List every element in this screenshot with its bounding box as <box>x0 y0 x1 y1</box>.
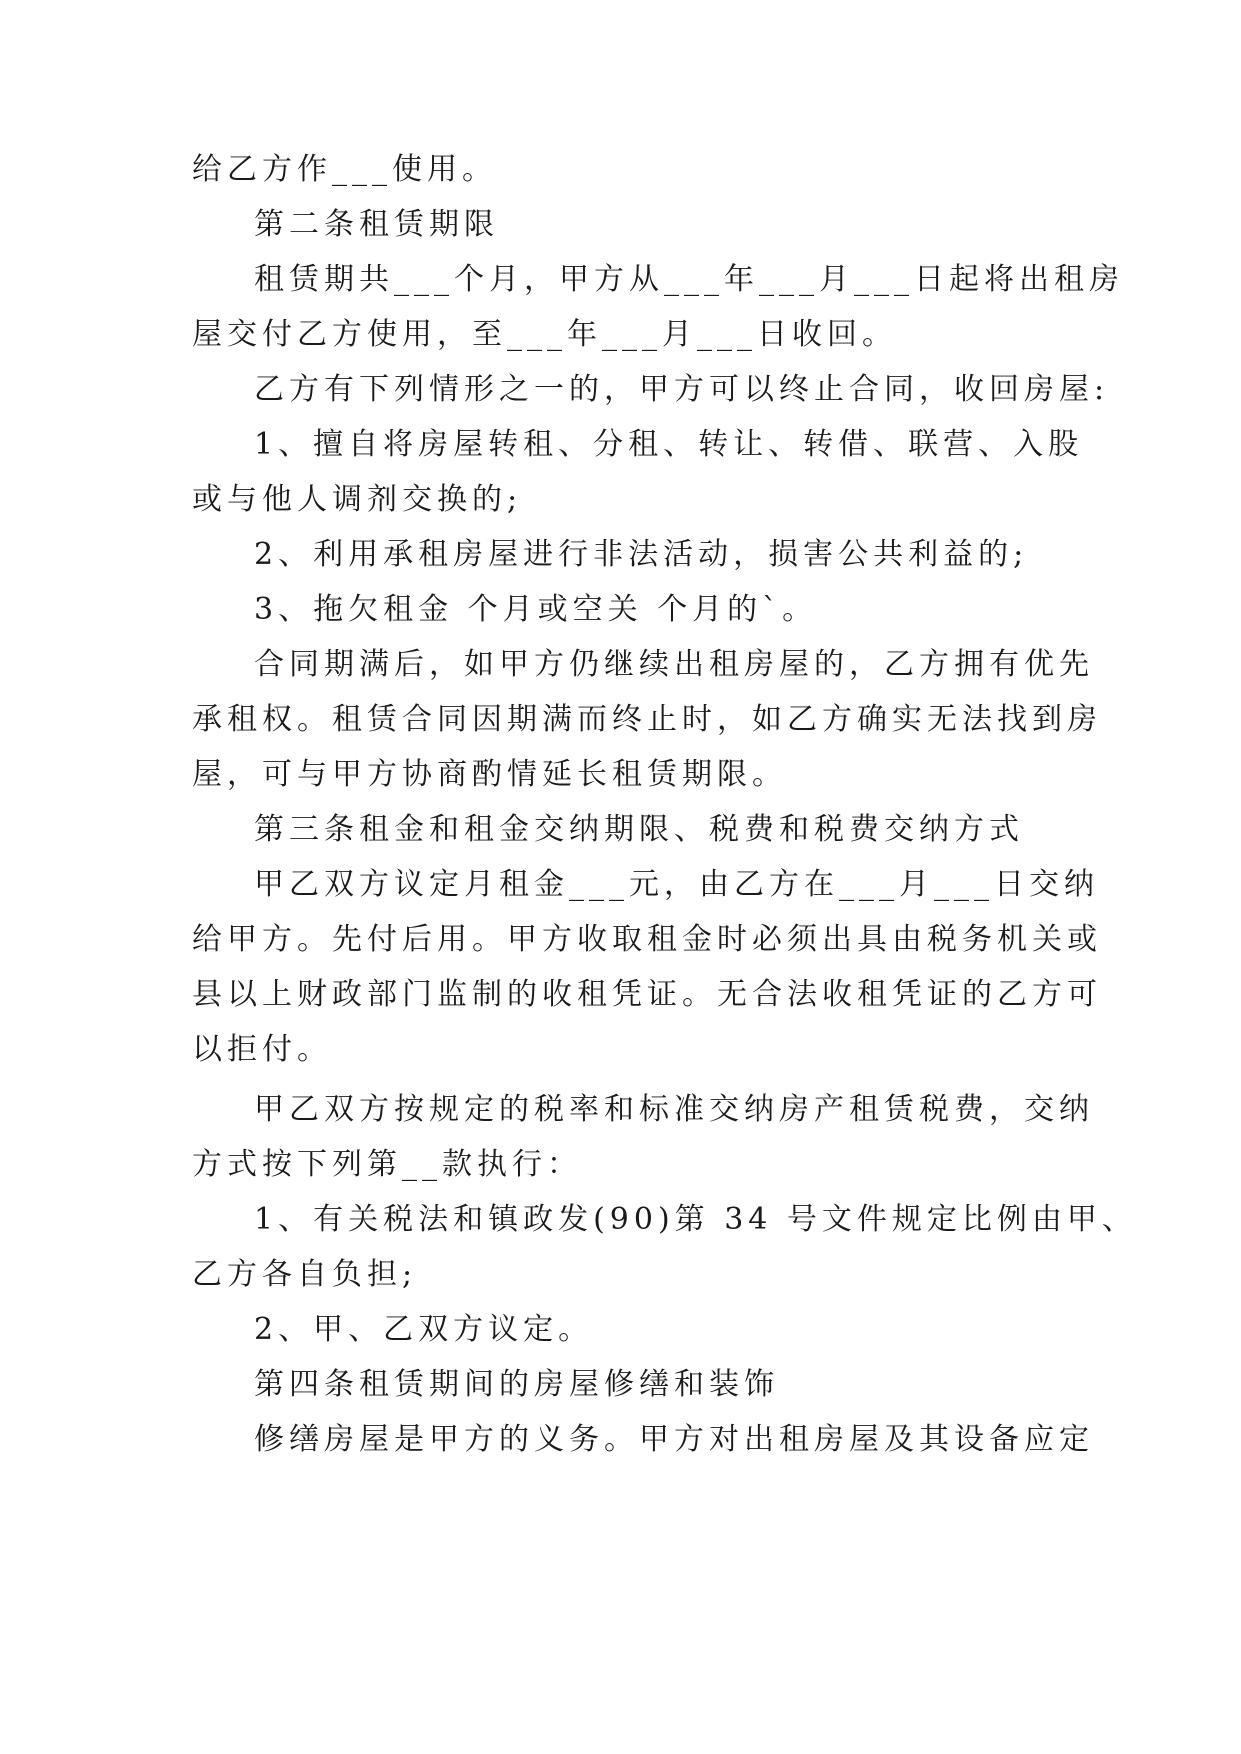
text-line: 或与他人调剂交换的; <box>192 482 523 517</box>
text-line: 1、有关税法和镇政发(90)第 34 号文件规定比例由甲、 <box>254 1202 1137 1237</box>
text-line: 1、擅自将房屋转租、分租、转让、转借、联营、入股 <box>254 427 1084 462</box>
text-line: 2、甲、乙双方议定。 <box>254 1312 594 1347</box>
text-line: 给甲方。先付后用。甲方收取租金时必须出具由税务机关或 <box>192 922 1102 957</box>
section-heading: 第三条租金和租金交纳期限、税费和税费交纳方式 <box>254 812 1024 847</box>
text-line: 屋交付乙方使用，至___年___月___日收回。 <box>192 317 897 352</box>
text-line: 修缮房屋是甲方的义务。甲方对出租房屋及其设备应定 <box>254 1422 1094 1457</box>
text-line: 乙方有下列情形之一的，甲方可以终止合同，收回房屋: <box>254 372 1110 407</box>
text-line: 承租权。租赁合同因期满而终止时，如乙方确实无法找到房 <box>192 702 1102 737</box>
section-heading: 第二条租赁期限 <box>254 207 499 242</box>
text-line: 租赁期共___个月，甲方从___年___月___日起将出租房 <box>254 262 1124 297</box>
text-line: 给乙方作___使用。 <box>192 152 497 187</box>
text-line: 乙方各自负担; <box>192 1257 418 1292</box>
text-line: 以拒付。 <box>192 1032 332 1067</box>
text-line: 县以上财政部门监制的收租凭证。无合法收租凭证的乙方可 <box>192 977 1102 1012</box>
text-line: 屋，可与甲方协商酌情延长租赁期限。 <box>192 757 787 792</box>
text-line: 2、利用承租房屋进行非法活动，损害公共利益的; <box>254 537 1029 572</box>
section-heading: 第四条租赁期间的房屋修缮和装饰 <box>254 1367 779 1402</box>
text-line: 合同期满后，如甲方仍继续出租房屋的，乙方拥有优先 <box>254 647 1094 682</box>
text-line: 甲乙双方议定月租金___元，由乙方在___月___日交纳 <box>254 867 1099 902</box>
text-line: 方式按下列第__款执行： <box>192 1147 582 1182</box>
text-line: 3、拖欠租金 个月或空关 个月的`。 <box>254 592 818 627</box>
text-line: 甲乙双方按规定的税率和标准交纳房产租赁税费，交纳 <box>254 1092 1094 1127</box>
